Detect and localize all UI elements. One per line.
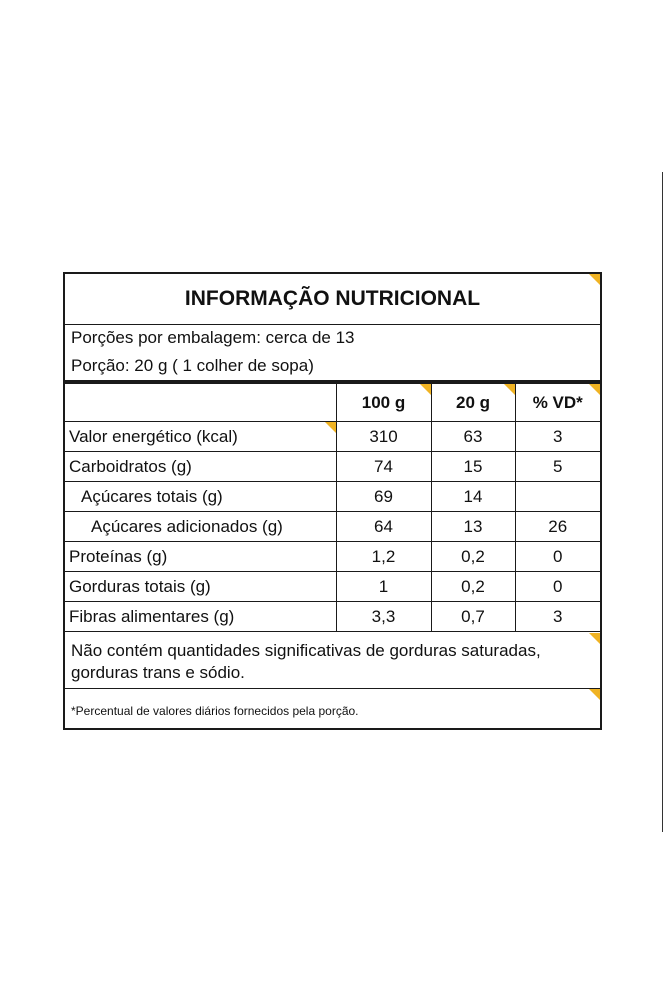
- table-row: [65, 452, 600, 482]
- vd-footnote: *Percentual de valores diários fornecidos pela porção.: [71, 704, 359, 718]
- value-serving: 0,2: [431, 542, 515, 572]
- value-vd: 26: [515, 512, 600, 542]
- row-label: Açúcares totais (g): [65, 482, 336, 512]
- column-header-100g: 100 g: [336, 384, 431, 422]
- value-vd: 5: [515, 452, 600, 482]
- value-serving: 15: [431, 452, 515, 482]
- value-vd: 0: [515, 572, 600, 602]
- column-header-serving: 20 g: [431, 384, 515, 422]
- row-label: Valor energético (kcal): [65, 422, 336, 452]
- value-serving: 13: [431, 512, 515, 542]
- row-label: Fibras alimentares (g): [65, 602, 336, 632]
- value-serving: 0,2: [431, 572, 515, 602]
- value-100g: 74: [336, 452, 431, 482]
- corner-mark: [420, 384, 431, 395]
- serving-size: Porção: 20 g ( 1 colher de sopa): [71, 356, 314, 375]
- table-row: [65, 602, 600, 632]
- value-vd: [515, 482, 600, 512]
- corner-mark: [589, 384, 600, 395]
- corner-mark: [325, 422, 336, 433]
- value-vd: 3: [515, 422, 600, 452]
- corner-mark: [589, 633, 600, 644]
- value-100g: 69: [336, 482, 431, 512]
- row-label: Gorduras totais (g): [65, 572, 336, 602]
- value-serving: 14: [431, 482, 515, 512]
- value-100g: 310: [336, 422, 431, 452]
- value-100g: 64: [336, 512, 431, 542]
- nutrition-facts-panel: [63, 272, 602, 730]
- panel-title: INFORMAÇÃO NUTRICIONAL: [65, 274, 600, 325]
- corner-mark: [504, 384, 515, 395]
- table-header-row: [65, 384, 600, 422]
- value-serving: 63: [431, 422, 515, 452]
- row-label: Açúcares adicionados (g): [65, 512, 336, 542]
- column-header-vd: % VD*: [515, 384, 600, 422]
- value-100g: 1,2: [336, 542, 431, 572]
- not-significant-line-2: gorduras trans e sódio.: [71, 663, 245, 682]
- value-vd: 0: [515, 542, 600, 572]
- footnote-divider: [65, 688, 600, 689]
- table-row: [65, 422, 600, 452]
- row-label: Proteínas (g): [65, 542, 336, 572]
- not-significant-note: [71, 640, 596, 684]
- value-vd: 3: [515, 602, 600, 632]
- value-100g: 3,3: [336, 602, 431, 632]
- servings-per-package: Porções por embalagem: cerca de 13: [71, 328, 355, 347]
- nutrition-table: [65, 384, 600, 632]
- table-row: [65, 542, 600, 572]
- value-serving: 0,7: [431, 602, 515, 632]
- not-significant-line-1: Não contém quantidades significativas de gorduras saturadas,: [71, 641, 541, 660]
- table-row: [65, 512, 600, 542]
- value-100g: 1: [336, 572, 431, 602]
- right-edge-line: [662, 172, 663, 832]
- row-label: Carboidratos (g): [65, 452, 336, 482]
- corner-mark: [589, 689, 600, 700]
- column-header-nutrient: [65, 384, 336, 422]
- table-row: [65, 572, 600, 602]
- table-row: [65, 482, 600, 512]
